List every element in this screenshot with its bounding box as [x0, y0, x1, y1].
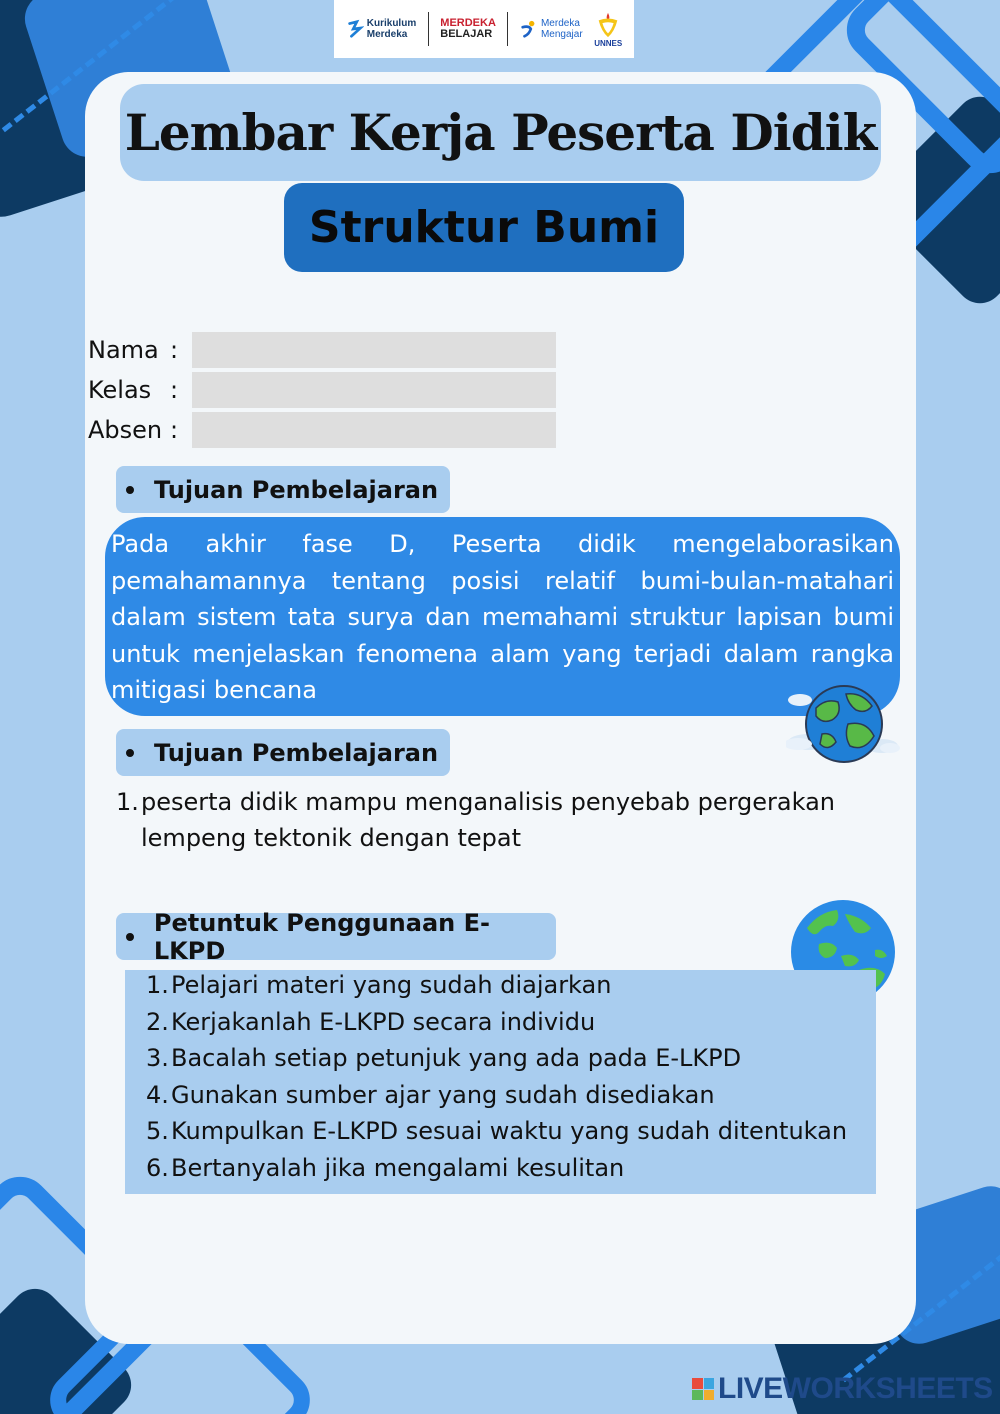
page-subtitle: Struktur Bumi — [308, 202, 660, 253]
page-title: Lembar Kerja Peserta Didik — [124, 103, 877, 162]
list-item — [146, 1077, 881, 1114]
list-text: Kumpulkan E-LKPD sesuai waktu yang sudah ditentukan — [171, 1117, 848, 1146]
liveworksheets-text: LIVEWORKSHEETS — [718, 1372, 993, 1405]
subtitle-banner — [284, 183, 684, 272]
unnes-logo — [594, 11, 622, 48]
merdeka-mengajar-logo — [520, 18, 583, 40]
section-header-learning-goal — [116, 466, 450, 513]
field-colon: : — [170, 336, 179, 364]
list-item — [146, 967, 881, 1004]
bullet-icon — [126, 749, 134, 757]
list-text: Pelajari materi yang sudah diajarkan — [171, 971, 612, 999]
merdeka-mengajar-icon — [520, 19, 538, 39]
merdeka-belajar-top: MERDEKA — [440, 17, 496, 29]
merdeka-belajar-bottom: BELAJAR — [440, 28, 493, 40]
bullet-icon — [126, 933, 134, 941]
field-colon: : — [170, 376, 179, 404]
kurikulum-merdeka-text: Kurikulum Merdeka — [366, 18, 417, 40]
list-number: 6. — [146, 1153, 169, 1182]
absen-input[interactable] — [192, 412, 556, 448]
list-text: peserta didik mampu menganalisis penyebab pergerakan lempeng tektonik dengan tepat — [141, 788, 836, 852]
list-number: 5. — [146, 1117, 169, 1146]
liveworksheets-logo-icon — [692, 1378, 714, 1400]
partner-logos — [334, 0, 634, 58]
list-item — [116, 784, 876, 856]
instructions-list — [146, 967, 881, 1187]
learning-goal-text: Pada akhir fase D, Peserta didik mengelaborasikan pemahamannya tentang posisi relatif bumi-bulan-matahari dalam sistem tata surya dan memahami struktur lapisan bumi untuk menjelaskan fenomena alam yang terjadi dalam rangka mitigasi bencana — [111, 530, 894, 704]
liveworksheets-brand[interactable] — [692, 1372, 993, 1406]
list-number: 1. — [116, 788, 139, 816]
section-title: Tujuan Pembelajaran — [154, 738, 439, 767]
list-item — [146, 1113, 881, 1150]
merdeka-belajar-logo — [440, 18, 496, 40]
list-number: 2. — [146, 1007, 169, 1036]
field-row-kelas — [88, 372, 556, 408]
list-number: 4. — [146, 1080, 169, 1109]
list-text: Gunakan sumber ajar yang sudah disediakan — [171, 1080, 715, 1109]
section-title: Tujuan Pembelajaran — [154, 475, 439, 504]
title-banner — [120, 84, 881, 181]
nama-input[interactable] — [192, 332, 556, 368]
field-label: Kelas — [88, 376, 152, 404]
list-text: Bertanyalah jika mengalami kesulitan — [171, 1153, 625, 1182]
list-text: Kerjakanlah E-LKPD secara individu — [171, 1007, 596, 1036]
field-label: Absen — [88, 416, 163, 444]
logo-divider — [507, 12, 508, 46]
kurikulum-merdeka-logo — [346, 18, 416, 40]
logo-divider — [428, 12, 429, 46]
section-header-objectives — [116, 729, 450, 776]
objectives-list — [116, 784, 876, 856]
unnes-emblem-icon — [594, 11, 622, 39]
field-colon: : — [170, 416, 179, 444]
unnes-text: UNNES — [594, 38, 623, 48]
kelas-input[interactable] — [192, 372, 556, 408]
section-header-instructions — [116, 908, 556, 965]
globe-cartoon-icon — [786, 680, 900, 768]
list-text: Bacalah setiap petunjuk yang ada pada E-LKPD — [171, 1044, 742, 1073]
list-number: 1. — [146, 971, 169, 999]
field-row-absen — [88, 412, 556, 448]
list-item — [146, 1004, 881, 1041]
bullet-icon — [126, 486, 134, 494]
field-label: Nama — [88, 336, 159, 364]
field-row-nama — [88, 332, 556, 368]
list-number: 3. — [146, 1044, 169, 1073]
kurikulum-merdeka-icon — [346, 19, 364, 39]
list-item — [146, 1040, 881, 1077]
list-item — [146, 1150, 881, 1187]
merdeka-mengajar-text: Merdeka Mengajar — [540, 18, 583, 40]
section-title: Petuntuk Penggunaan E-LKPD — [153, 908, 490, 965]
